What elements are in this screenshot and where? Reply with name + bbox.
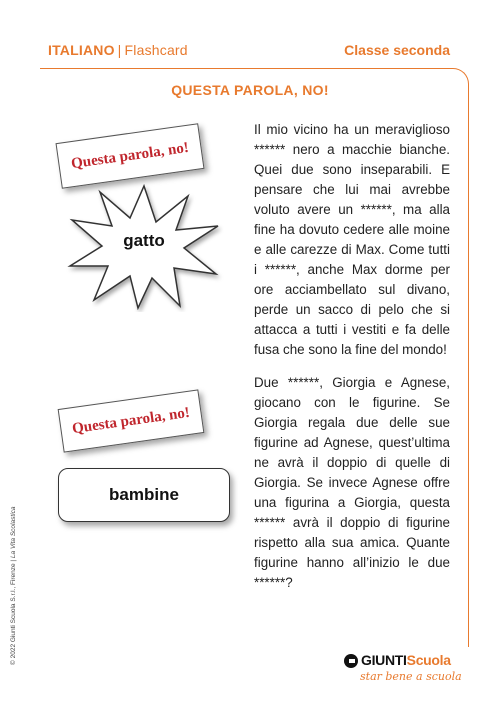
- giunti-scuola-logo: [344, 652, 464, 692]
- problem-paragraph: Due ******, Giorgia e Agnese, giocano con le figurine. Se Giorgia regala due delle sue figurine ad Agnese, quest’ultima ne avrà il doppio di quelle di Giorgia. Se invece Agnese offre una figurina a Giorgia, questa ****** avrà il doppio di figurine rispetto alla sua amica. Quante figurine hanno all’inizio le due ******?: [254, 375, 450, 590]
- copyright-notice: [10, 507, 17, 665]
- copyright-text: © 2022 Giunti Scuola S.r.l., Firenze |: [10, 558, 17, 665]
- grade-label: Classe seconda: [344, 42, 450, 58]
- subject-heading: [48, 42, 188, 58]
- logo-scuola: Scuola: [406, 652, 451, 668]
- forbidden-word: gatto: [123, 231, 165, 250]
- logo-giunti: GIUNTI: [361, 652, 407, 668]
- story-paragraph: Il mio vicino ha un meraviglioso ****** nero a macchie bianche. Quei due sono inseparabili. E pensare che lui mai avrebbe voluto avere un ******, ma alla fine ha dovuto cedere alle moine e alle carezze di Max. Come tutti i ******, anche Max dorme per ore acciambellato sul divano, perde un sacco di pelo che si attacca a tutti i vestiti e fa delle fusa che sono la fine del mondo!: [254, 122, 450, 357]
- giunti-logo-icon: [344, 654, 358, 668]
- subject-name: ITALIANO: [48, 42, 115, 58]
- header-separator: |: [117, 42, 122, 58]
- logo-tagline: star bene a scuola: [360, 670, 462, 683]
- resource-type: Flashcard: [124, 42, 188, 58]
- word-box: [58, 468, 230, 522]
- label-text: Questa parola, no!: [70, 139, 190, 172]
- publication-name: La Vita Scolastica: [10, 506, 17, 559]
- logo-wordmark: [361, 652, 451, 668]
- card-title: QUESTA PAROLA, NO!: [171, 82, 329, 98]
- label-text: Questa parola, no!: [71, 404, 191, 437]
- forbidden-word: bambine: [109, 485, 179, 504]
- page-header: [0, 0, 500, 70]
